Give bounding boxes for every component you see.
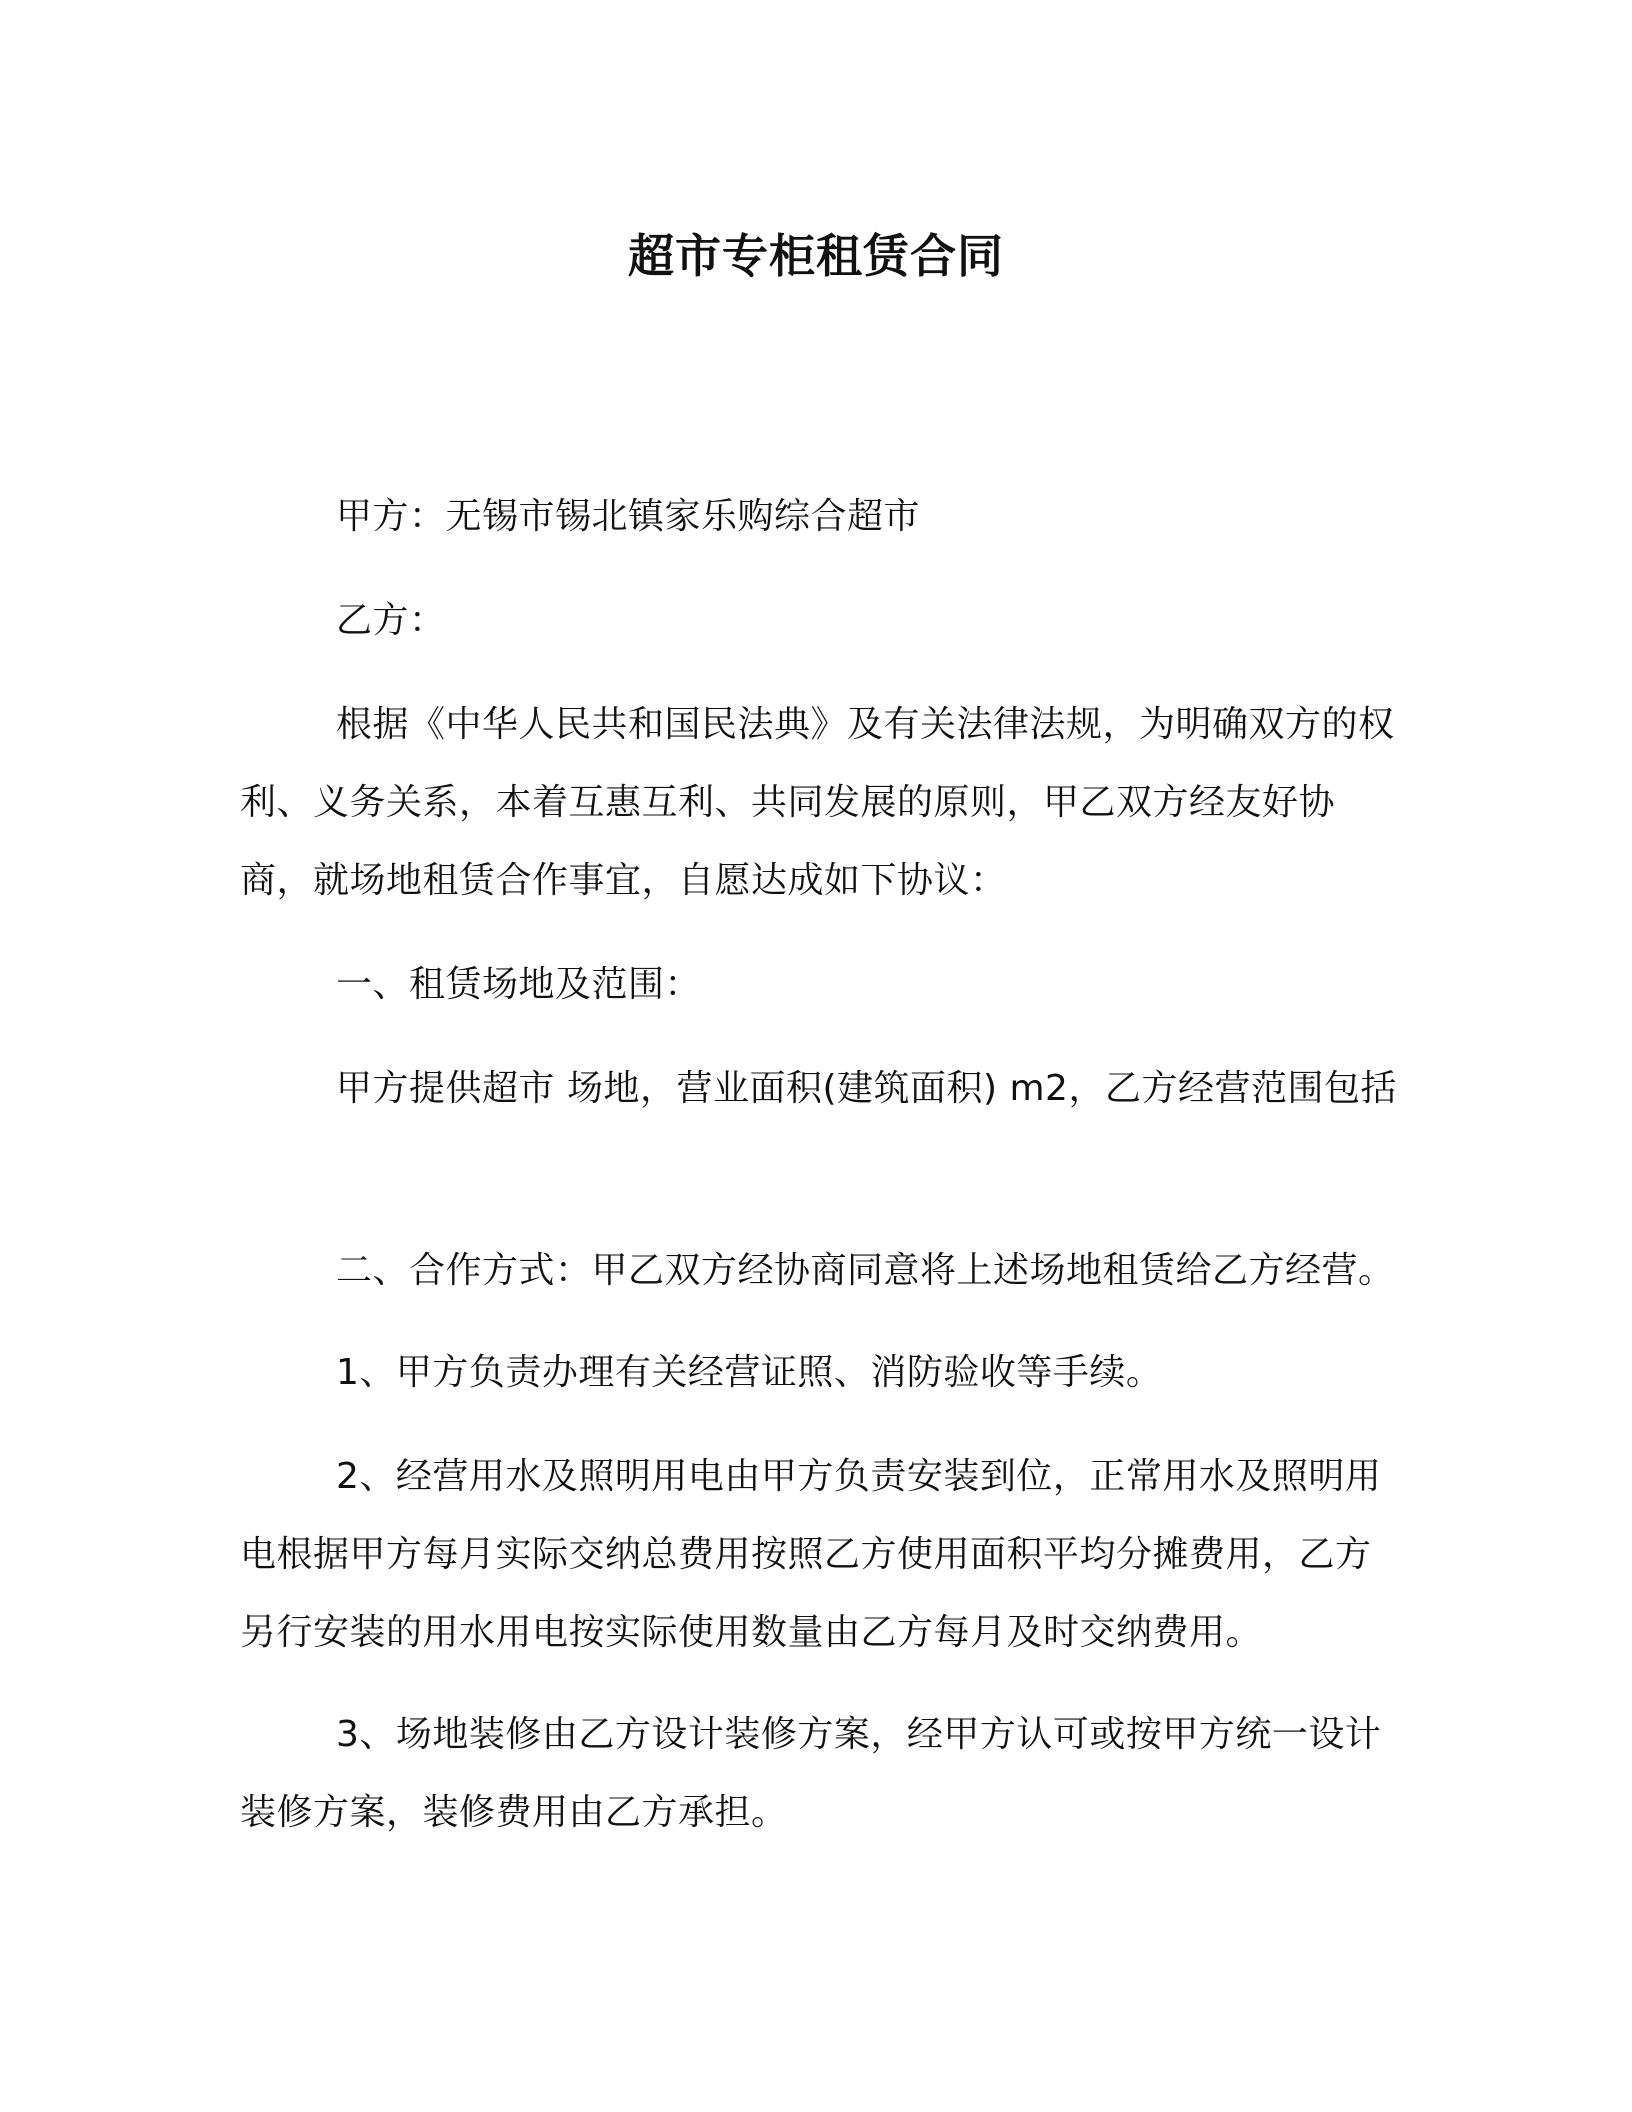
- preamble-paragraph: 根据《中华人民共和国民法典》及有关法律法规，为明确双方的权利、义务关系，本着互惠互利、共同发展的原则，甲乙双方经友好协商，就场地租赁合作事宜，自愿达成如下协议：: [240, 704, 1395, 901]
- clause-1: 1、甲方负责办理有关经营证照、消防验收等手续。: [336, 1352, 1163, 1393]
- section-1-heading: 一、租赁场地及范围：: [336, 964, 702, 1005]
- clause-3: 3、场地装修由乙方设计装修方案，经甲方认可或按甲方统一设计装修方案，装修费用由乙方承担。: [240, 1714, 1382, 1833]
- section-1-body: 甲方提供超市 场地，营业面积(建筑面积) m2，乙方经营范围包括: [336, 1068, 1397, 1109]
- section-2-heading: 二、合作方式：甲乙双方经协商同意将上述场地租赁给乙方经营。: [336, 1250, 1395, 1291]
- document-title: 超市专柜租赁合同: [628, 229, 1004, 283]
- party-b-line: 乙方：: [336, 600, 446, 641]
- clause-2: 2、经营用水及照明用电由甲方负责安装到位，正常用水及照明用电根据甲方每月实际交纳总费用按照乙方使用面积平均分摊费用，乙方另行安装的用水用电按实际使用数量由乙方每月及时交纳费用。: [240, 1456, 1382, 1653]
- party-a-line: 甲方：无锡市锡北镇家乐购综合超市: [336, 496, 921, 537]
